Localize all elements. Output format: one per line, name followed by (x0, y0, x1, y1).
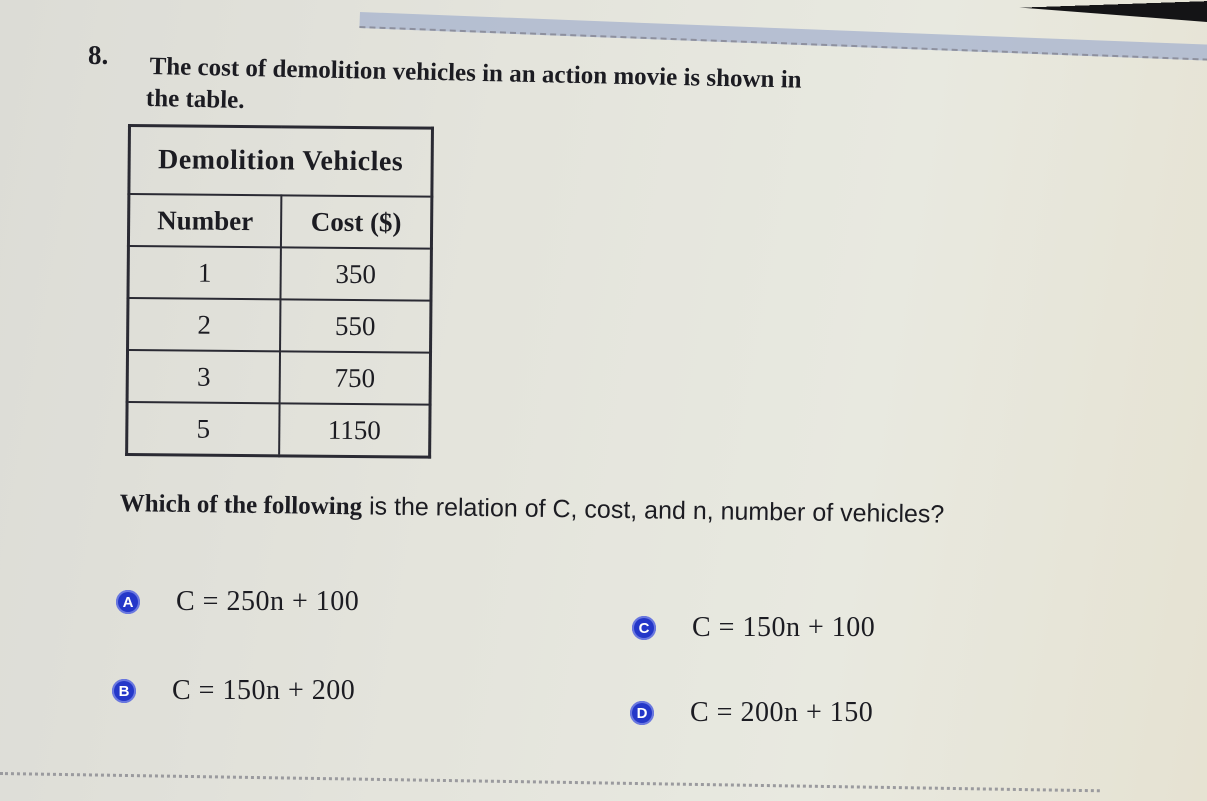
table-row (127, 402, 430, 457)
stem-line-1: The cost of demolition vehicles in an action movie is shown in (149, 52, 802, 94)
option-b-equation: C = 150n + 200 (172, 675, 356, 706)
question-prompt (120, 486, 1060, 534)
footer-rule (0, 772, 1100, 792)
option-a[interactable] (116, 586, 359, 618)
option-c[interactable] (632, 612, 875, 644)
prompt-bold: Which of the following (119, 489, 363, 521)
option-d-equation: C = 200n + 150 (690, 697, 874, 728)
option-a-equation: C = 250n + 100 (176, 586, 360, 617)
stem-line-2: the table. (145, 84, 245, 114)
table-title: Demolition Vehicles (129, 126, 433, 197)
option-a-badge-icon: A (116, 590, 140, 614)
question-number: 8. (88, 40, 109, 70)
cell-number: 3 (127, 350, 280, 403)
option-b[interactable] (112, 675, 355, 707)
header-number: Number (128, 194, 281, 247)
option-c-badge-icon: C (632, 616, 656, 640)
prompt-rest: is the relation of C, cost, and n, number of vehicles? (361, 492, 945, 529)
option-c-equation: C = 150n + 100 (692, 612, 876, 643)
cell-cost: 1150 (279, 403, 430, 457)
cell-number: 5 (127, 402, 280, 456)
table-row (127, 350, 430, 405)
option-d[interactable] (630, 697, 873, 729)
cell-cost: 350 (280, 247, 431, 300)
option-b-badge-icon: B (112, 679, 136, 703)
cell-cost: 550 (280, 299, 431, 352)
cell-number: 2 (128, 298, 281, 351)
table-row (128, 246, 431, 301)
option-d-badge-icon: D (630, 701, 654, 725)
cell-cost: 750 (280, 351, 431, 404)
header-cost: Cost ($) (281, 195, 432, 248)
cell-number: 1 (128, 246, 281, 299)
demolition-vehicles-table (125, 124, 434, 459)
table-row (128, 298, 431, 353)
